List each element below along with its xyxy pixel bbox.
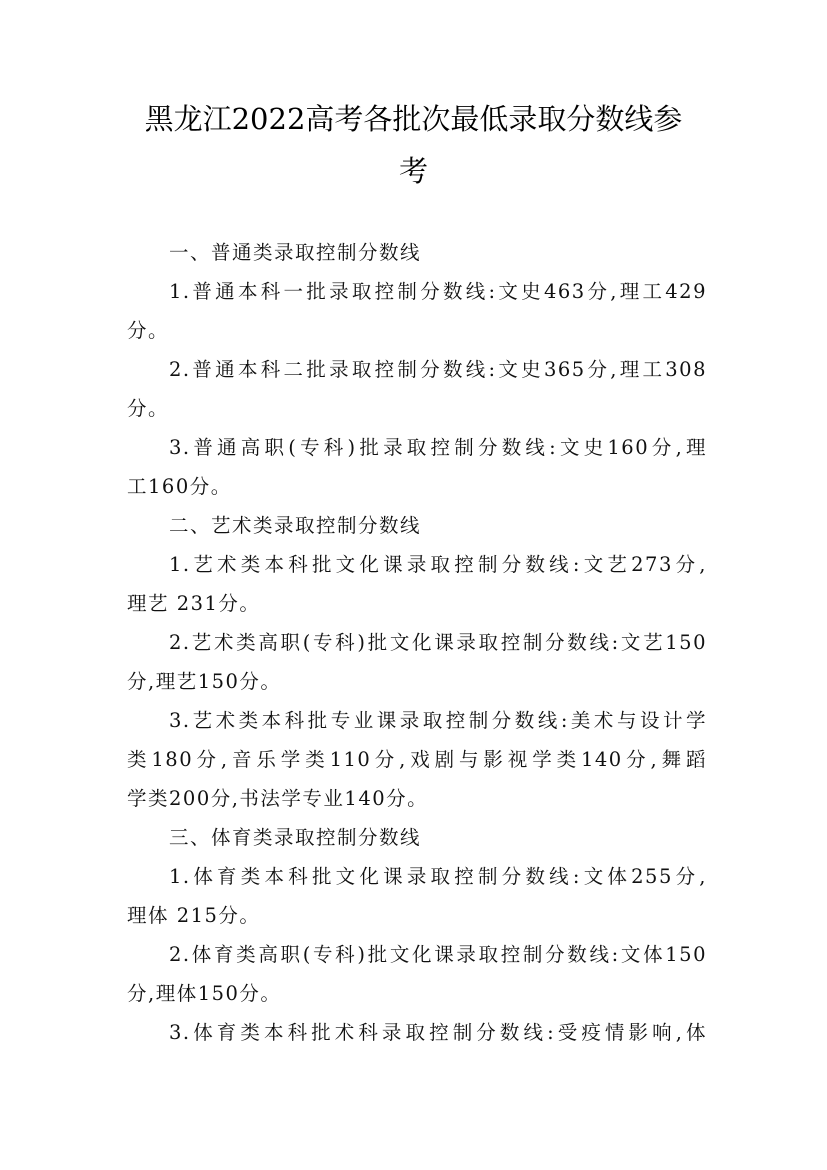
body-line: 分,理艺150分。 [127, 670, 282, 693]
body-line: 二、艺术类录取控制分数线 [169, 514, 422, 537]
body-line: 理体 215分。 [127, 904, 261, 927]
title-line: 考 [398, 154, 428, 188]
body-line: 学类200分,书法学专业140分。 [127, 787, 429, 810]
body-line: 1.普通本科一批录取控制分数线:文史463分,理工429 [169, 280, 707, 303]
document-body [127, 233, 707, 1052]
body-line: 分,理体150分。 [127, 982, 282, 1005]
body-line: 分。 [127, 319, 170, 342]
body-line: 1.艺术类本科批文化课录取控制分数线:文艺273分, [169, 553, 707, 576]
body-line: 3.普通高职(专科)批录取控制分数线:文史160分,理 [169, 436, 707, 459]
body-line: 三、体育类录取控制分数线 [169, 826, 422, 849]
body-line: 2.体育类高职(专科)批文化课录取控制分数线:文体150 [169, 943, 707, 966]
body-line: 理艺 231分。 [127, 592, 261, 615]
body-line: 类180分,音乐学类110分,戏剧与影视学类140分,舞蹈 [127, 748, 707, 771]
title-line: 黑龙江2022高考各批次最低录取分数线参 [144, 102, 683, 136]
body-line: 一、普通类录取控制分数线 [169, 241, 422, 264]
body-line: 分。 [127, 397, 170, 420]
body-line: 2.普通本科二批录取控制分数线:文史365分,理工308 [169, 358, 707, 381]
document-title [100, 93, 727, 197]
body-line: 3.体育类本科批术科录取控制分数线:受疫情影响,体 [169, 1021, 707, 1044]
body-line: 3.艺术类本科批专业课录取控制分数线:美术与设计学 [169, 709, 707, 732]
body-line: 工160分。 [127, 475, 232, 498]
body-line: 2.艺术类高职(专科)批文化课录取控制分数线:文艺150 [169, 631, 707, 654]
body-line: 1.体育类本科批文化课录取控制分数线:文体255分, [169, 865, 707, 888]
